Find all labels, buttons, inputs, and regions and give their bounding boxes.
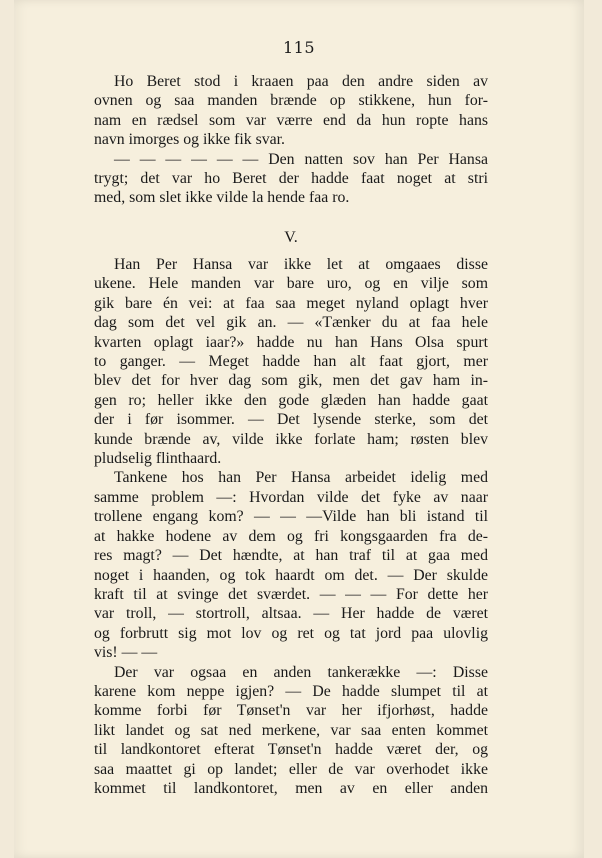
text-line: gik bare én vei: at faa saa meget nyland oplagt hver xyxy=(94,294,488,312)
text-line: blev det for hver dag som gik, men det gav ham in- xyxy=(94,372,488,390)
text-line: nam en rædsel som var værre end da hun ropte hans xyxy=(94,111,488,129)
text-line: Tankene hos han Per Hansa arbeidet idelig med xyxy=(114,469,488,487)
text-line: med, som slet ikke vilde la hende faa ro. xyxy=(94,189,350,207)
text-line: Der var ogsaa en anden tankerække —: Disse xyxy=(114,663,488,681)
text-line: gen ro; heller ikke den gode glæden han hadde gaat xyxy=(94,391,488,409)
text-line: to ganger. — Meget hadde han alt faat gjort, mer xyxy=(94,353,488,371)
text-line: vis! — — xyxy=(94,644,158,662)
text-line: trollene engang kom? — — —Vilde han bli istand til xyxy=(94,508,488,526)
text-line: dag som det vel gik an. — «Tænker du at faa hele xyxy=(94,314,488,332)
text-line: og forbrutt sig mot lov og ret og tat jord paa ulovlig xyxy=(94,624,488,642)
book-page xyxy=(14,0,584,858)
text-line: noget i haanden, og tok haardt om det. — Der skulde xyxy=(94,566,488,584)
text-line: der i før isommer. — Det lysende sterke, som det xyxy=(94,411,488,429)
text-block-1 xyxy=(94,72,488,208)
text-line: kraft til at svinge det sværdet. — — — For dette her xyxy=(94,585,488,603)
text-line: navn imorges og ikke fik svar. xyxy=(94,131,285,149)
text-line: var troll, — stortroll, altsaa. — Her hadde de været xyxy=(94,605,488,623)
text-line: res magt? — Det hændte, at han traf til at gaa med xyxy=(94,547,488,565)
text-line: saa maattet gi op landet; eller de var overhodet ikke xyxy=(94,760,488,778)
text-line: ovnen og saa manden brænde op stikkene, hun for- xyxy=(94,92,488,110)
text-block-2 xyxy=(94,255,488,798)
text-line: kommet til landkontoret, men av en eller anden xyxy=(94,779,488,797)
page-number: 115 xyxy=(282,38,316,57)
text-line: at hakke hodene av dem og fri kongsgaarden fra de- xyxy=(94,527,488,545)
text-line: til landkontoret efterat Tønset'n hadde været der, og xyxy=(94,741,488,759)
text-line: ukene. Hele manden var bare uro, og en vilje som xyxy=(94,275,488,293)
text-line: karene kom neppe igjen? — De hadde slumpet til at xyxy=(94,682,488,700)
text-line: pludselig flinthaard. xyxy=(94,450,222,468)
text-line: komme forbi før Tønset'n var her ifjorhøst, hadde xyxy=(94,702,488,720)
text-line: kvarten oplagt iaar?» hadde nu han Hans Olsa spurt xyxy=(94,333,488,351)
text-line: trygt; det var ho Beret der hadde faat noget at stri xyxy=(94,170,488,188)
text-line: — — — — — — Den natten sov han Per Hansa xyxy=(114,150,488,168)
text-line: kunde brænde av, vilde ikke forlate ham; røsten blev xyxy=(94,430,488,448)
chapter-heading: V. xyxy=(284,229,298,246)
text-line: Ho Beret stod i kraaen paa den andre siden av xyxy=(114,73,488,90)
text-line: Han Per Hansa var ikke let at omgaaes disse xyxy=(114,256,488,273)
text-line: samme problem —: Hvordan vilde det fyke av naar xyxy=(94,488,488,506)
text-line: likt landet og sat ned merkene, var saa enten kommet xyxy=(94,721,488,739)
